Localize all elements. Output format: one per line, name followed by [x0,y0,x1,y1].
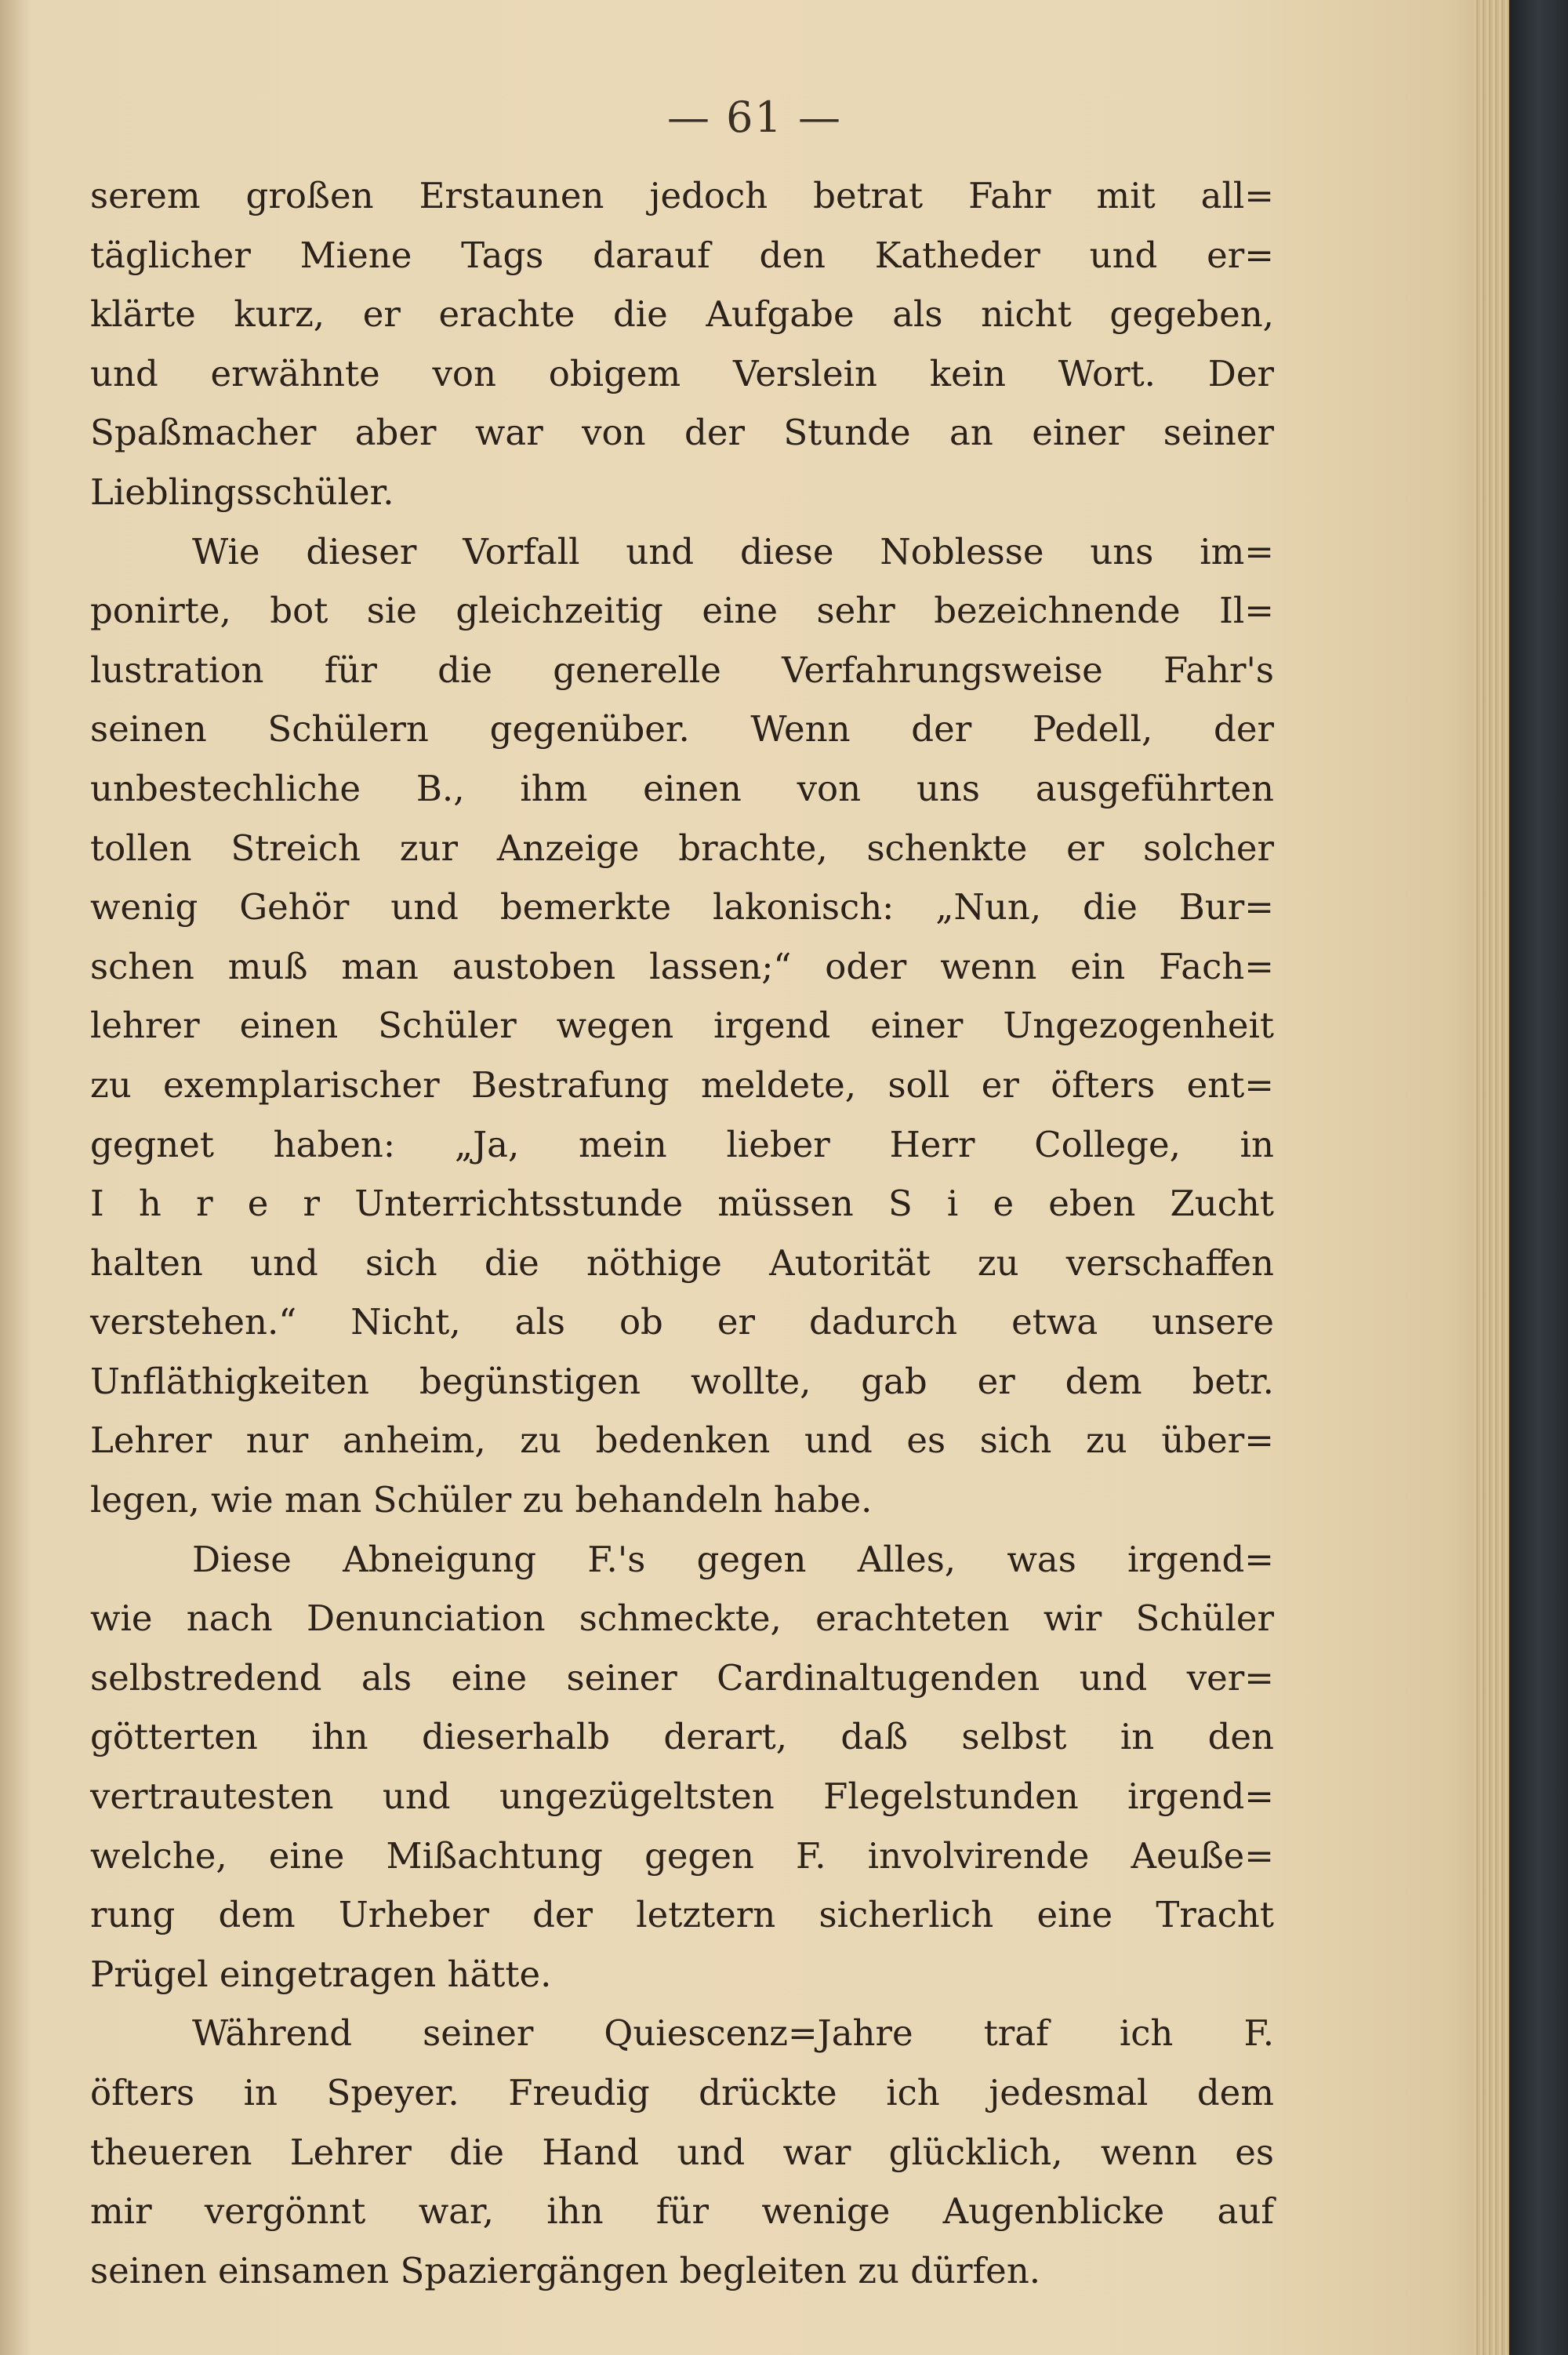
text-line: tollen Streich zur Anzeige brachte, schenkte er solcher [90,827,1274,869]
text-line: mir vergönnt war, ihn für wenige Augenblicke auf [90,2190,1274,2233]
text-line: schen muß man austoben lassen;“ oder wenn ein Fach= [90,945,1274,987]
book-cover-edge [1509,0,1568,2355]
text-line: Lieblingsschüler. [90,471,394,513]
text-line: seinen Schülern gegenüber. Wenn der Pedell, der [90,708,1274,750]
body-text [90,166,1274,2300]
text-line: rung dem Urheber der letztern sicherlich eine Tracht [90,1894,1274,1936]
text-line: halten und sich die nöthige Autorität zu verschaffen [90,1241,1274,1284]
text-line: seinen einsamen Spaziergängen begleiten zu dürfen. [90,2249,1041,2291]
text-line: gegnet haben: „Ja, mein lieber Herr College, in [90,1123,1274,1165]
text-line: wenig Gehör und bemerkte lakonisch: „Nun, die Bur= [90,886,1274,929]
text-line: Diese Abneigung F.'s gegen Alles, was irgend= [192,1538,1274,1580]
text-line: selbstredend als eine seiner Cardinaltugenden und ver= [90,1656,1274,1699]
text-line: serem großen Erstaunen jedoch betrat Fahr mit all= [90,175,1274,216]
text-line: theueren Lehrer die Hand und war glücklich, wenn es [90,2131,1274,2173]
text-line: unbestechliche B., ihm einen von uns ausgeführten [90,767,1274,809]
text-line: lehrer einen Schüler wegen irgend einer Ungezogenheit [90,1005,1274,1047]
page-edge-stack [1474,0,1509,2355]
text-line: öfters in Speyer. Freudig drückte ich jedesmal dem [90,2072,1274,2113]
text-line: welche, eine Mißachtung gegen F. involvirende Aeuße= [90,1834,1274,1877]
text-line: götterten ihn dieserhalb derart, daß selbst in den [90,1716,1274,1758]
text-line: Während seiner Quiescenz=Jahre traf ich F. [192,2012,1274,2055]
text-line: Wie dieser Vorfall und diese Noblesse uns im= [192,530,1274,572]
text-line: verstehen.“ Nicht, als ob er dadurch etwa unsere [90,1301,1274,1343]
text-line: wie nach Denunciation schmeckte, erachteten wir Schüler [90,1597,1274,1640]
page-gutter-shade [0,0,31,2355]
text-line: vertrautesten und ungezügeltsten Flegelstunden irgend= [90,1775,1274,1818]
text-line: legen, wie man Schüler zu behandeln habe. [90,1479,873,1521]
text-line: klärte kurz, er erachte die Aufgabe als nicht gegeben, [90,293,1274,336]
text-line: zu exemplarischer Bestrafung meldete, soll er öfters ent= [90,1063,1274,1106]
page-number-header: — 61 — [666,93,843,142]
text-line: lustration für die generelle Verfahrungsweise Fahr's [90,649,1274,691]
text-line: Prügel eingetragen hätte. [90,1953,552,1995]
text-line: ponirte, bot sie gleichzeitig eine sehr bezeichnende Il= [90,590,1274,632]
text-line: Lehrer nur anheim, zu bedenken und es sich zu über= [90,1419,1274,1462]
text-line: Unfläthigkeiten begünstigen wollte, gab er dem betr. [90,1360,1274,1402]
text-line: und erwähnte von obigem Verslein kein Wort. Der [90,352,1274,394]
text-line: Spaßmacher aber war von der Stunde an einer seiner [90,412,1274,454]
text-line: täglicher Miene Tags darauf den Katheder und er= [90,234,1274,276]
text-line: I h r e r Unterrichtsstunde müssen S i e eben Zucht [90,1183,1274,1225]
